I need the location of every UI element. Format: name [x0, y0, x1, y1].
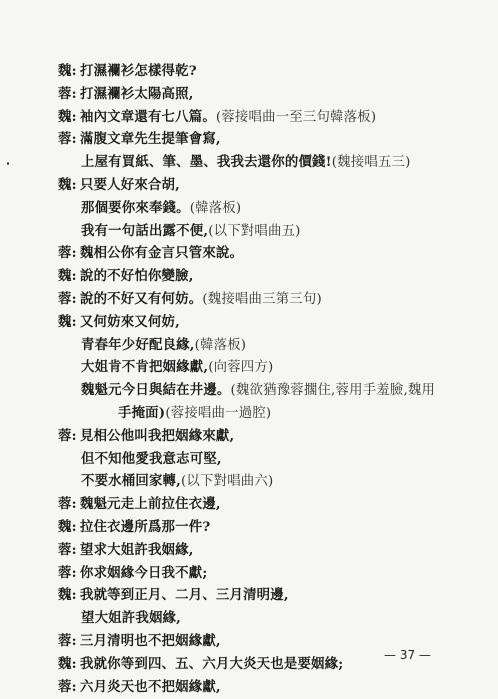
- line-text: 我就等到正月、二月、三月清明邊,: [80, 587, 289, 604]
- line-text: 手掩面): [118, 404, 166, 421]
- line-text: 拉住衣邊所爲那一件?: [80, 518, 211, 535]
- line-text: 魏魁元今日與結在井邊。: [81, 382, 231, 399]
- speaker-label: 蓉:: [58, 290, 77, 307]
- script-line: [58, 539, 488, 562]
- line-text: 魏相公你有金言只管來說。: [80, 245, 244, 262]
- stage-direction: (以下對唱曲五): [208, 223, 301, 239]
- speaker-label: 魏:: [58, 108, 77, 125]
- script-line: [58, 220, 488, 243]
- script-line: [58, 128, 488, 151]
- script-line: [58, 197, 488, 220]
- line-text: 六月炎天也不把姻緣獻,: [80, 678, 221, 695]
- script-line: [58, 288, 488, 311]
- script-line: [58, 562, 488, 585]
- script-line: [58, 402, 488, 425]
- speaker-label: 魏:: [58, 655, 77, 672]
- script-lines: [58, 60, 488, 698]
- line-text: 見相公他叫我把姻緣來獻,: [80, 427, 235, 444]
- line-text: 又何妨來又何妨,: [80, 313, 180, 330]
- stage-direction: (韓落板): [189, 200, 242, 216]
- stage-direction: (蓉接唱曲一過腔): [165, 405, 272, 421]
- speaker-label: 魏:: [58, 518, 77, 535]
- line-text: 魏魁元走上前拉住衣邊,: [80, 496, 221, 513]
- speaker-label: 蓉:: [58, 496, 77, 513]
- line-text: 你求姻緣今日我不獻;: [80, 564, 208, 581]
- stage-direction: (魏欲猶豫蓉擱住,蓉用手羞臉,魏用: [230, 383, 436, 399]
- line-text: 袖內文章還有七八篇。: [80, 108, 216, 125]
- speaker-label: 蓉:: [58, 131, 77, 148]
- speaker-label: 蓉:: [58, 541, 77, 558]
- line-text: 打濕襴衫怎樣得乾?: [80, 63, 197, 79]
- script-line: [58, 493, 488, 516]
- line-text: 打濕襴衫太陽高照,: [80, 85, 194, 102]
- speaker-label: 魏:: [58, 313, 77, 330]
- speaker-label: 蓉:: [58, 632, 77, 649]
- script-line: [58, 83, 488, 106]
- script-line: [58, 607, 488, 630]
- script-line: [58, 334, 488, 357]
- stage-direction: (魏接唱五三): [331, 155, 411, 171]
- line-text: 我有一句話出露不便,: [81, 222, 209, 239]
- script-line: [58, 151, 488, 174]
- speaker-label: 魏:: [58, 268, 77, 285]
- line-text: 說的不好怕你變臉,: [80, 268, 194, 285]
- line-text: 望大姐許我姻緣,: [81, 610, 181, 627]
- speaker-label: 蓉:: [58, 85, 77, 102]
- speaker-label: 蓉:: [58, 678, 77, 695]
- script-line: [58, 584, 488, 607]
- speaker-label: 魏:: [58, 63, 77, 79]
- line-text: 不要水桶回家轉,: [81, 473, 181, 490]
- speaker-label: 蓉:: [58, 564, 77, 581]
- line-text: 但不知他愛我意志可堅,: [81, 450, 222, 467]
- line-text: 說的不好又有何妨。: [80, 290, 203, 307]
- line-text: 青春年少好配良緣,: [81, 336, 195, 353]
- script-line: [58, 425, 488, 448]
- line-text: 上屋有買紙、筆、墨、我我去還你的價錢!: [81, 154, 332, 171]
- script-line: [58, 106, 488, 129]
- script-line: [58, 265, 488, 288]
- line-text: 那個要你來奉錢。: [81, 199, 190, 216]
- script-line: [58, 470, 488, 493]
- speaker-label: 蓉:: [58, 427, 77, 444]
- speaker-label: 魏:: [58, 587, 77, 604]
- stray-ink-mark: [7, 162, 9, 165]
- line-text: 望求大姐許我姻緣,: [80, 541, 194, 558]
- script-line: [58, 242, 488, 265]
- speaker-label: 蓉:: [58, 245, 77, 262]
- speaker-label: 魏:: [58, 176, 77, 193]
- line-text: 三月清明也不把姻緣獻,: [80, 632, 221, 649]
- stage-direction: (韓落板): [194, 337, 247, 353]
- line-text: 我就你等到四、五、六月大炎天也是要姻緣;: [80, 655, 344, 672]
- script-line: [58, 311, 488, 334]
- stage-direction: (以下對唱曲六): [181, 474, 274, 490]
- stage-direction: (向蓉四方): [208, 360, 274, 376]
- stage-direction: (蓉接唱曲一至三句韓落板): [215, 109, 377, 125]
- script-line: [58, 356, 488, 379]
- line-text: 大姐肯不肯把姻緣獻,: [81, 359, 209, 376]
- script-line: [58, 676, 488, 699]
- script-line: [58, 516, 488, 539]
- script-line: [58, 60, 488, 83]
- script-line: [58, 448, 488, 471]
- line-text: 滿腹文章先生提筆會寫,: [80, 131, 221, 148]
- page-number: — 37 —: [384, 648, 431, 662]
- line-text: 只要人好來合胡,: [80, 176, 180, 193]
- script-line: [58, 174, 488, 197]
- stage-direction: (魏接唱曲三第三句): [202, 291, 322, 307]
- script-line: [58, 379, 488, 402]
